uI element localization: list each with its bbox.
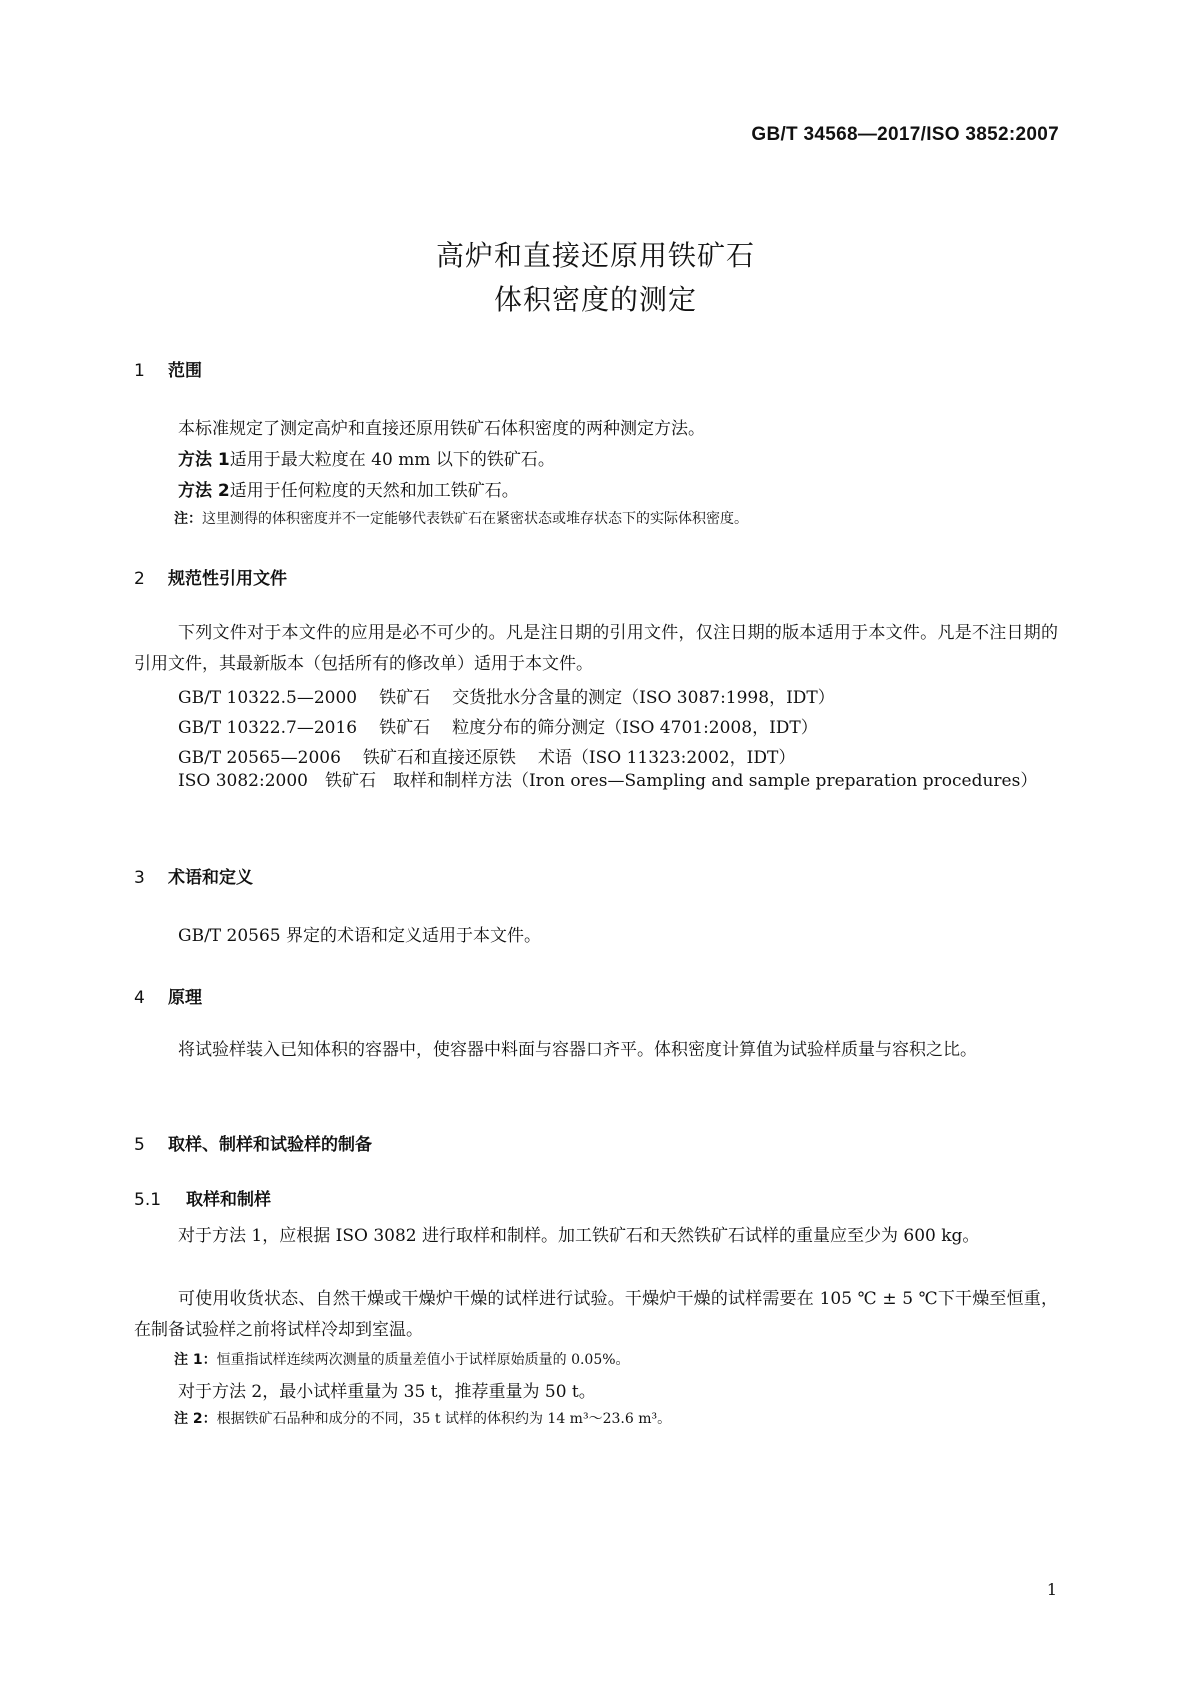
section-number: 4 bbox=[134, 988, 145, 1008]
note bbox=[174, 1408, 671, 1428]
reference-item bbox=[178, 743, 795, 768]
section-title: 取样、制样和试验样的制备 bbox=[168, 1135, 372, 1155]
section-4-heading bbox=[134, 983, 202, 1008]
reference-part-a: 铁矿石 bbox=[379, 718, 431, 738]
section-number: 3 bbox=[134, 868, 145, 888]
section-2-heading bbox=[134, 564, 287, 589]
reference-part-b: 术语（ISO 11323:2002，IDT） bbox=[537, 748, 796, 768]
note bbox=[174, 1349, 630, 1369]
note bbox=[174, 508, 748, 528]
page-number: 1 bbox=[1046, 1580, 1057, 1599]
reference-item bbox=[178, 713, 818, 738]
paragraph: 对于方法 1，应根据 ISO 3082 进行取样和制样。加工铁矿石和天然铁矿石试样的重量应至少为 600 kg。 bbox=[178, 1226, 980, 1246]
note-label: 注 2： bbox=[174, 1411, 217, 1427]
method-1-line bbox=[178, 445, 555, 470]
note-label: 注 1： bbox=[174, 1352, 217, 1368]
method-label: 方法 2 bbox=[178, 481, 230, 501]
reference-part-b: 交货批水分含量的测定（ISO 3087:1998，IDT） bbox=[452, 688, 835, 708]
reference-code: GB/T 20565—2006 bbox=[178, 748, 341, 768]
reference-part-b: 粒度分布的筛分测定（ISO 4701:2008，IDT） bbox=[452, 718, 818, 738]
section-number: 5 bbox=[134, 1135, 145, 1155]
paragraph: 下列文件对于本文件的应用是必不可少的。凡是注日期的引用文件，仅注日期的版本适用于本文件。凡是不注日期的引用文件，其最新版本（包括所有的修改单）适用于本文件。 bbox=[134, 623, 1058, 674]
section-title: 规范性引用文件 bbox=[168, 569, 287, 589]
paragraph: GB/T 20565 界定的术语和定义适用于本文件。 bbox=[178, 926, 542, 946]
reference-item bbox=[178, 683, 835, 708]
paragraph: 将试验样装入已知体积的容器中，使容器中料面与容器口齐平。体积密度计算值为试验样质量与容积之比。 bbox=[178, 1040, 977, 1060]
method-text: 适用于最大粒度在 40 mm 以下的铁矿石。 bbox=[229, 450, 555, 470]
note-text: 恒重指试样连续两次测量的质量差值小于试样原始质量的 0.05%。 bbox=[216, 1352, 630, 1368]
paragraph: 对于方法 2，最小试样重量为 35 t，推荐重量为 50 t。 bbox=[178, 1382, 596, 1402]
section-5-heading bbox=[134, 1130, 372, 1155]
section-1-heading bbox=[134, 356, 202, 381]
subsection-title: 取样和制样 bbox=[186, 1190, 271, 1210]
paragraph: 可使用收货状态、自然干燥或干燥炉干燥的试样进行试验。干燥炉干燥的试样需要在 105 ℃ ± 5 ℃下干燥至恒重，在制备试验样之前将试样冷却到室温。 bbox=[134, 1289, 1058, 1340]
subsection-number: 5.1 bbox=[134, 1190, 162, 1210]
document-title-line2: 体积密度的测定 bbox=[493, 283, 697, 316]
note-text: 这里测得的体积密度并不一定能够代表铁矿石在紧密状态或堆存状态下的实际体积密度。 bbox=[202, 511, 748, 527]
section-3-heading bbox=[134, 863, 253, 888]
paragraph: 本标准规定了测定高炉和直接还原用铁矿石体积密度的两种测定方法。 bbox=[178, 419, 705, 439]
note-text: 根据铁矿石品种和成分的不同，35 t 试样的体积约为 14 m³～23.6 m³。 bbox=[216, 1411, 672, 1427]
method-text: 适用于任何粒度的天然和加工铁矿石。 bbox=[229, 481, 519, 501]
section-number: 1 bbox=[134, 361, 145, 381]
reference-part-a: 铁矿石 bbox=[379, 688, 431, 708]
section-number: 2 bbox=[134, 569, 145, 589]
section-title: 原理 bbox=[168, 988, 202, 1008]
reference-item: ISO 3082:2000 铁矿石 取样和制样方法（Iron ores—Sampling and sample preparation procedures） bbox=[178, 771, 1038, 791]
document-title-line1: 高炉和直接还原用铁矿石 bbox=[435, 239, 755, 272]
subsection-5-1-heading bbox=[134, 1185, 271, 1210]
standard-code: GB/T 34568—2017/ISO 3852:2007 bbox=[751, 124, 1059, 145]
note-label: 注： bbox=[174, 511, 202, 527]
section-title: 范围 bbox=[168, 361, 202, 381]
method-2-line bbox=[178, 476, 519, 501]
reference-code: GB/T 10322.7—2016 bbox=[178, 718, 358, 738]
section-title: 术语和定义 bbox=[168, 868, 253, 888]
reference-code: GB/T 10322.5—2000 bbox=[178, 688, 358, 708]
method-label: 方法 1 bbox=[178, 450, 230, 470]
reference-part-a: 铁矿石和直接还原铁 bbox=[362, 748, 516, 768]
